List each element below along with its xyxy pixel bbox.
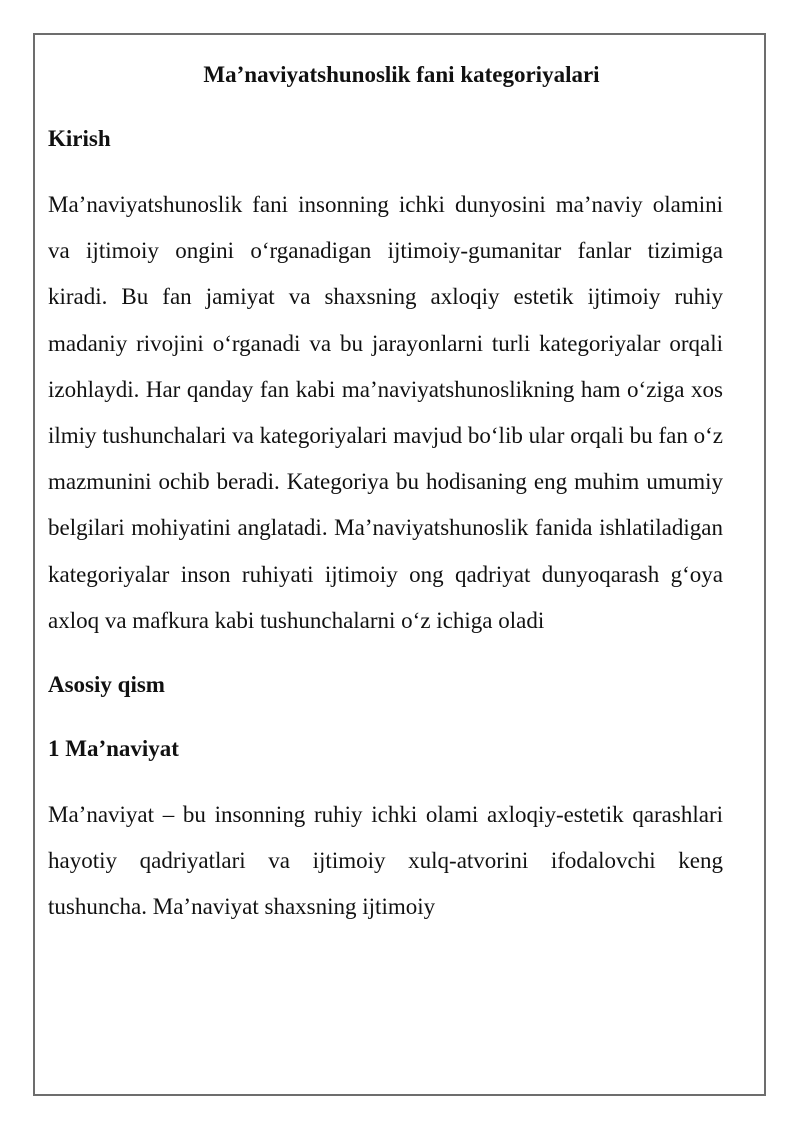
document-title: Ma’naviyatshunoslik fani kategoriyalari [203,62,600,87]
document-body [48,52,723,931]
subsection-heading-manaviyat: 1 Ma’naviyat [48,736,179,762]
intro-paragraph: Ma’naviyatshunoslik fani insonning ichki dunyosini ma’naviy olamini va ijtimoiy ongini o‘rganadigan ijtimoiy-gumanitar fanlar tizimiga kiradi. Bu fan jamiyat va shaxsning axloqiy estetik ijtimoiy ruhiy madaniy rivojini o‘rganadi va bu jarayonlarni turli kategoriyalar orqali izohlaydi. Har qanday fan kabi ma’naviyatshunoslikning ham o‘ziga xos ilmiy tushunchalari va kategoriyalari mavjud bo‘lib ular orqali bu fan o‘z mazmunini ochib beradi. Kategoriya bu hodisaning eng muhim umumiy belgilari mohiyatini anglatadi. Ma’naviyatshunoslik fanida ishlatiladigan kategoriyalar inson ruhiyati ijtimoiy ong qadriyat dunyoqarash g‘oya axloq va mafkura kabi tushunchalarni o‘z ichiga oladi [48,192,723,633]
manaviyat-paragraph: Ma’naviyat – bu insonning ruhiy ichki olami axloqiy-estetik qarashlari hayotiy qadriyatlari va ijtimoiy xulq-atvorini ifodalovchi keng tushuncha. Ma’naviyat shaxsning ijtimoiy [48,802,723,920]
section-heading-main: Asosiy qism [48,672,165,698]
section-heading-intro: Kirish [48,126,111,151]
